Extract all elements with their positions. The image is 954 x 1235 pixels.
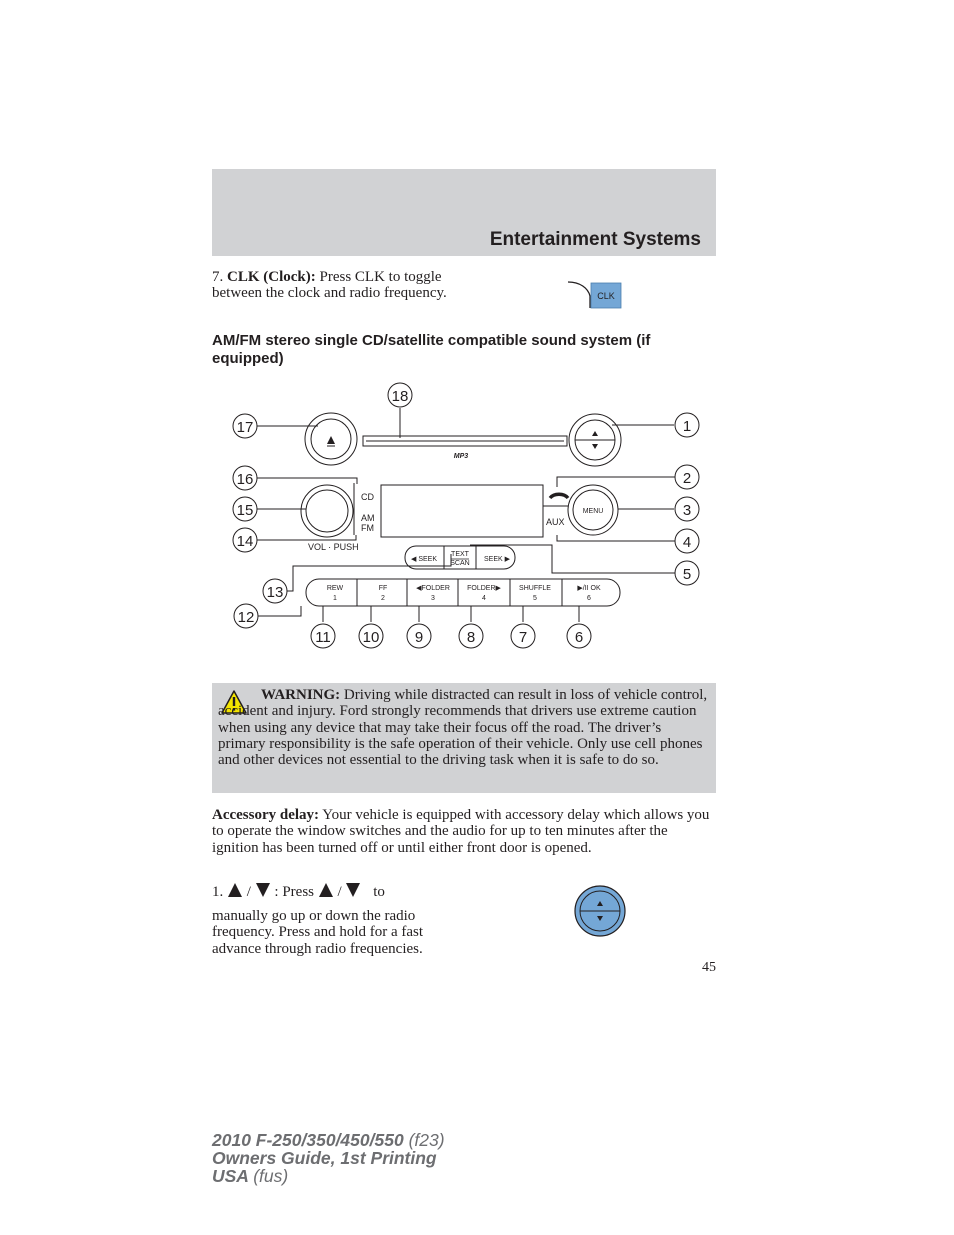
preset-2-num: 2 xyxy=(381,595,385,602)
radio-faceplate-diagram xyxy=(220,380,720,660)
callout-15: 15 xyxy=(236,502,254,519)
preset-6-num: 6 xyxy=(587,595,591,602)
phone-icon xyxy=(550,494,568,498)
warning-label: WARNING: xyxy=(261,687,341,703)
aux-label: AUX xyxy=(546,517,565,527)
callout-16: 16 xyxy=(236,471,254,488)
mp3-logo: MP3 xyxy=(453,453,469,460)
text-label: TEXT xyxy=(451,551,469,558)
subheading: AM/FM stereo single CD/satellite compatible sound system (if equipped) xyxy=(212,332,651,367)
accessory-delay-paragraph xyxy=(212,807,718,856)
preset-3-num: 3 xyxy=(431,595,435,602)
callout-6: 6 xyxy=(574,629,584,646)
seek-right-label: SEEK ▶ xyxy=(483,556,511,563)
preset-4-top: FOLDER▶ xyxy=(467,585,501,592)
preset-5-num: 5 xyxy=(533,595,537,602)
footer-model-code: (f23) xyxy=(408,1130,445,1150)
callout-8: 8 xyxy=(466,629,476,646)
item-1-sep-2: / xyxy=(337,884,342,900)
footer-region-code: (fus) xyxy=(253,1166,289,1186)
clk-item-label: CLK (Clock): xyxy=(227,269,316,285)
preset-4-num: 4 xyxy=(482,595,486,602)
accessory-delay-text: Your vehicle is equipped with accessory delay which allows you to operate the window switches and the audio for up to ten minutes after the ignition has been turned off or until either front door is opened. xyxy=(212,807,710,856)
preset-2-top: FF xyxy=(378,585,388,592)
down-arrow-icon xyxy=(255,882,271,898)
warning-text xyxy=(218,687,710,768)
vol-push-label: VOL · PUSH xyxy=(308,542,359,552)
callout-17: 17 xyxy=(236,419,254,436)
leader-12 xyxy=(258,606,301,616)
item-1-to: to xyxy=(373,884,385,900)
preset-1-num: 1 xyxy=(333,595,337,602)
menu-label: MENU xyxy=(582,508,604,515)
page-number: 45 xyxy=(702,960,716,975)
callout-10: 10 xyxy=(362,629,380,646)
callout-7: 7 xyxy=(518,629,528,646)
am-label: AM xyxy=(361,513,375,523)
document-footer xyxy=(212,1131,445,1185)
callout-5: 5 xyxy=(682,566,692,583)
cd-label: CD xyxy=(361,492,374,502)
item-1-press: : Press xyxy=(274,884,315,900)
volume-knob-outer xyxy=(301,485,353,537)
callout-12: 12 xyxy=(237,609,255,626)
clk-button-graphic xyxy=(566,280,624,310)
item-1-number: 1. xyxy=(212,884,224,900)
volume-knob-inner xyxy=(306,490,348,532)
item-1-sep-1: / xyxy=(246,884,251,900)
callout-4: 4 xyxy=(682,534,692,551)
preset-row xyxy=(306,579,620,606)
footer-model: 2010 F-250/350/450/550 xyxy=(212,1130,404,1150)
display-window xyxy=(381,485,543,537)
item-1-line xyxy=(212,882,385,902)
callout-2: 2 xyxy=(682,470,692,487)
clk-item-text: Press CLK to toggle between the clock and radio frequency. xyxy=(212,269,447,302)
accessory-delay-label: Accessory delay: xyxy=(212,807,320,823)
leader-4 xyxy=(557,535,675,541)
preset-6-top: ▶/II OK xyxy=(577,585,601,592)
warning-body: Driving while distracted can result in loss of vehicle control, accident and injury. Ford strongly recommends that drivers use extreme caution when using any device that may take their focus off the road. The driver’s primary responsibility is the safe operation of their vehicle. Only use cell phones and other devices not essential to the driving task when it is safe to do so. xyxy=(218,687,708,769)
callout-13: 13 xyxy=(266,584,284,601)
warning-box xyxy=(212,683,716,793)
down-arrow-icon xyxy=(345,882,361,898)
leader-14 xyxy=(257,535,356,540)
footer-guide: Owners Guide, 1st Printing xyxy=(212,1148,437,1168)
callout-18: 18 xyxy=(391,388,409,405)
preset-5-top: SHUFFLE xyxy=(519,585,551,592)
up-arrow-icon xyxy=(318,882,334,898)
leader-16 xyxy=(257,478,357,484)
clk-item-number: 7. xyxy=(212,269,224,285)
clk-button-label: CLK xyxy=(597,291,615,301)
item-1-text: manually go up or down the radio frequency. Press and hold for a fast advance through radio frequencies. xyxy=(212,908,424,957)
footer-region: USA xyxy=(212,1166,249,1186)
callout-1: 1 xyxy=(682,418,692,435)
callout-9: 9 xyxy=(414,629,424,646)
section-title: Entertainment Systems xyxy=(489,229,701,250)
callout-11: 11 xyxy=(315,629,331,646)
callout-14: 14 xyxy=(236,533,254,550)
section-header-band xyxy=(212,169,716,256)
up-arrow-icon xyxy=(227,882,243,898)
preset-1-top: REW xyxy=(326,585,344,592)
seek-left-label: ◀ SEEK xyxy=(410,556,438,563)
fm-label: FM xyxy=(361,523,374,533)
leader-2 xyxy=(557,477,675,487)
scan-label: SCAN xyxy=(450,560,470,567)
seek-updown-button-graphic xyxy=(573,884,627,938)
callout-3: 3 xyxy=(682,502,692,519)
clk-item xyxy=(212,269,462,302)
preset-3-top: ◀FOLDER xyxy=(416,585,450,592)
